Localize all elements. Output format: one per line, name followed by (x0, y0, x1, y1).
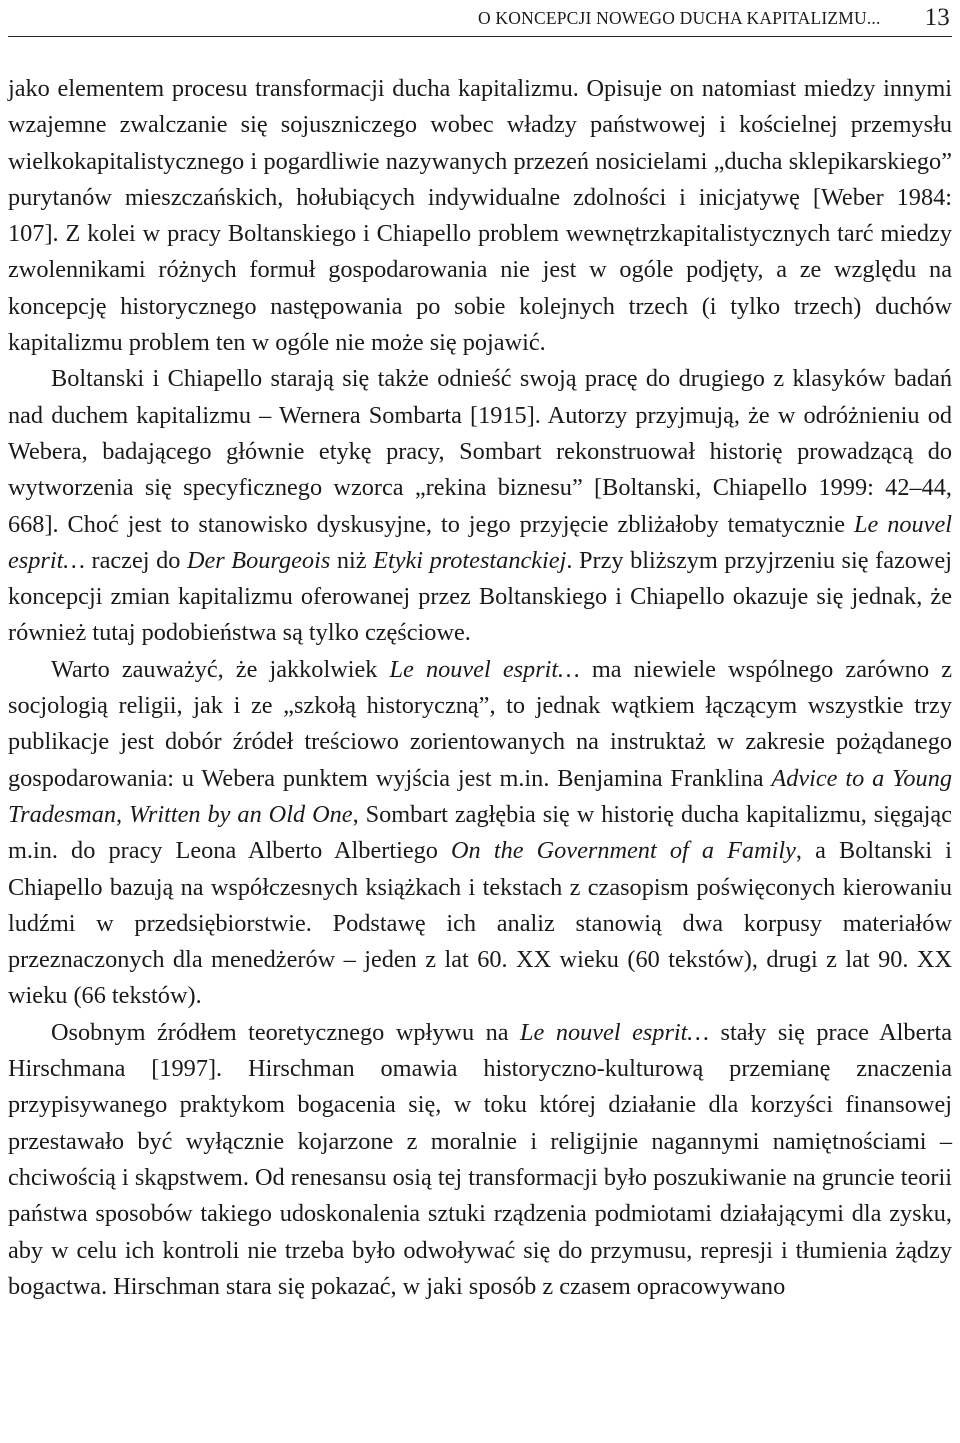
italic-title: On the Government of a Family (451, 837, 796, 865)
running-header (8, 0, 952, 37)
body-text (8, 71, 952, 1305)
text-run: , Sombart zagłębia się w historię ducha kapitalizmu, sięgając m.in. do pracy Leona Alberto Albertiego (8, 800, 952, 865)
text-run: jako elementem procesu transformacji ducha kapitalizmu. Opisuje on natomiast miedzy innymi wzajemne zwalczanie się sojuszniczego wobec władzy państwowej i kościelnej przemysłu wielkokapitalistycznego i pogardliwie nazywanych przezeń nosicielami „ducha sklepikarskiego” purytanów mieszczańskich, hołubiących indywidualne zdolności i inicjatywę [Weber 1984: 107]. Z kolei w pracy Boltanskiego i Chiapello problem wewnętrzkapitalistycznych tarć miedzy zwolennikami różnych formuł gospodarowania nie jest w ogóle podjęty, a ze względu na koncepcję historycznego następowania po sobie kolejnych trzech (i tylko trzech) duchów kapitalizmu problem ten w ogóle nie może się pojawić. (8, 75, 952, 357)
italic-title: Le nouvel esprit… (389, 655, 580, 683)
text-run: Osobnym źródłem teoretycznego wpływu na (51, 1018, 521, 1046)
text-run: ma niewiele wspólnego zarówno z socjologią religii, jak i ze „szkołą historyczną”, to jednak wątkiem łączącym wszystkie trzy publikacje jest dobór źródeł treściowo zorientowanych na instruktaż w zakresie pożądanego gospodarowania: u Webera punktem wyjścia jest m.in. Benjamina Franklina (8, 655, 952, 792)
page-number: 13 (924, 4, 950, 31)
paragraph (8, 1015, 952, 1305)
paragraph (8, 361, 952, 651)
italic-title: Le nouvel esprit… (8, 510, 953, 574)
paragraph (8, 652, 952, 1015)
text-run: Warto zauważyć, że jakkolwiek (51, 655, 390, 683)
text-run: , a Boltanski i Chiapello bazują na współczesnych książkach i tekstach z czasopism poświęconych kierowaniu ludźmi w przedsiębiorstwie. Podstawę ich analiz stanowią dwa korpusy materiałów przeznaczonych dla menedżerów – jeden z lat 60. XX wieku (60 tekstów), drugi z lat 90. XX wieku (66 tekstów). (8, 837, 953, 1010)
italic-title: Der Bourgeois (186, 546, 331, 574)
italic-title: Le nouvel esprit… (520, 1018, 710, 1046)
text-run: . Przy bliższym przyjrzeniu się fazowej koncepcji zmian kapitalizmu oferowanej przez Boltanskiego i Chiapello okazuje się jednak, że również tutaj podobieństwa są tylko częściowe. (8, 546, 952, 647)
italic-title: Etyki protestanckiej (373, 546, 567, 574)
text-run: raczej do (84, 546, 187, 574)
text-run: stały się prace Alberta Hirschmana [1997]. Hirschman omawia historyczno-kulturową przemianę znaczenia przypisywanego praktykom bogacenia się, w toku której działanie dla korzyści finansowej przestawało być wyłącznie kojarzone z moralnie i religijnie nagannymi namiętnościami – chciwością i skąpstwem. Od renesansu osią tej transformacji było poszukiwanie na gruncie teorii państwa sposobów takiego udoskonalenia sztuki rządzenia podmiotami działającymi dla zysku, aby w celu ich kontroli nie trzeba było odwoływać się do przymusu, represji i tłumienia żądzy bogactwa. Hirschman stara się pokazać, w jaki sposób z czasem opracowywano (8, 1018, 952, 1300)
italic-title: Advice to a Young Tradesman, Written by an Old One (8, 764, 952, 828)
running-title: O KONCEPCJI NOWEGO DUCHA KAPITALIZMU... (478, 7, 881, 28)
text-run: Boltanski i Chiapello starają się także odnieść swoją pracę do drugiego z klasyków badań nad duchem kapitalizmu – Wernera Sombarta [1915]. Autorzy przyjmują, że w odróżnieniu od Webera, badającego głównie etykę pracy, Sombart rekonstruował historię prowadzącą do wytworzenia się specyficznego wzorca „rekina biznesu” [Boltanski, Chiapello 1999: 42–44, 668]. Choć jest to stanowisko dyskusyjne, to jego przyjęcie zbliżałoby tematycznie (8, 365, 952, 538)
text-run: niż (330, 546, 374, 574)
paragraph (8, 71, 952, 361)
